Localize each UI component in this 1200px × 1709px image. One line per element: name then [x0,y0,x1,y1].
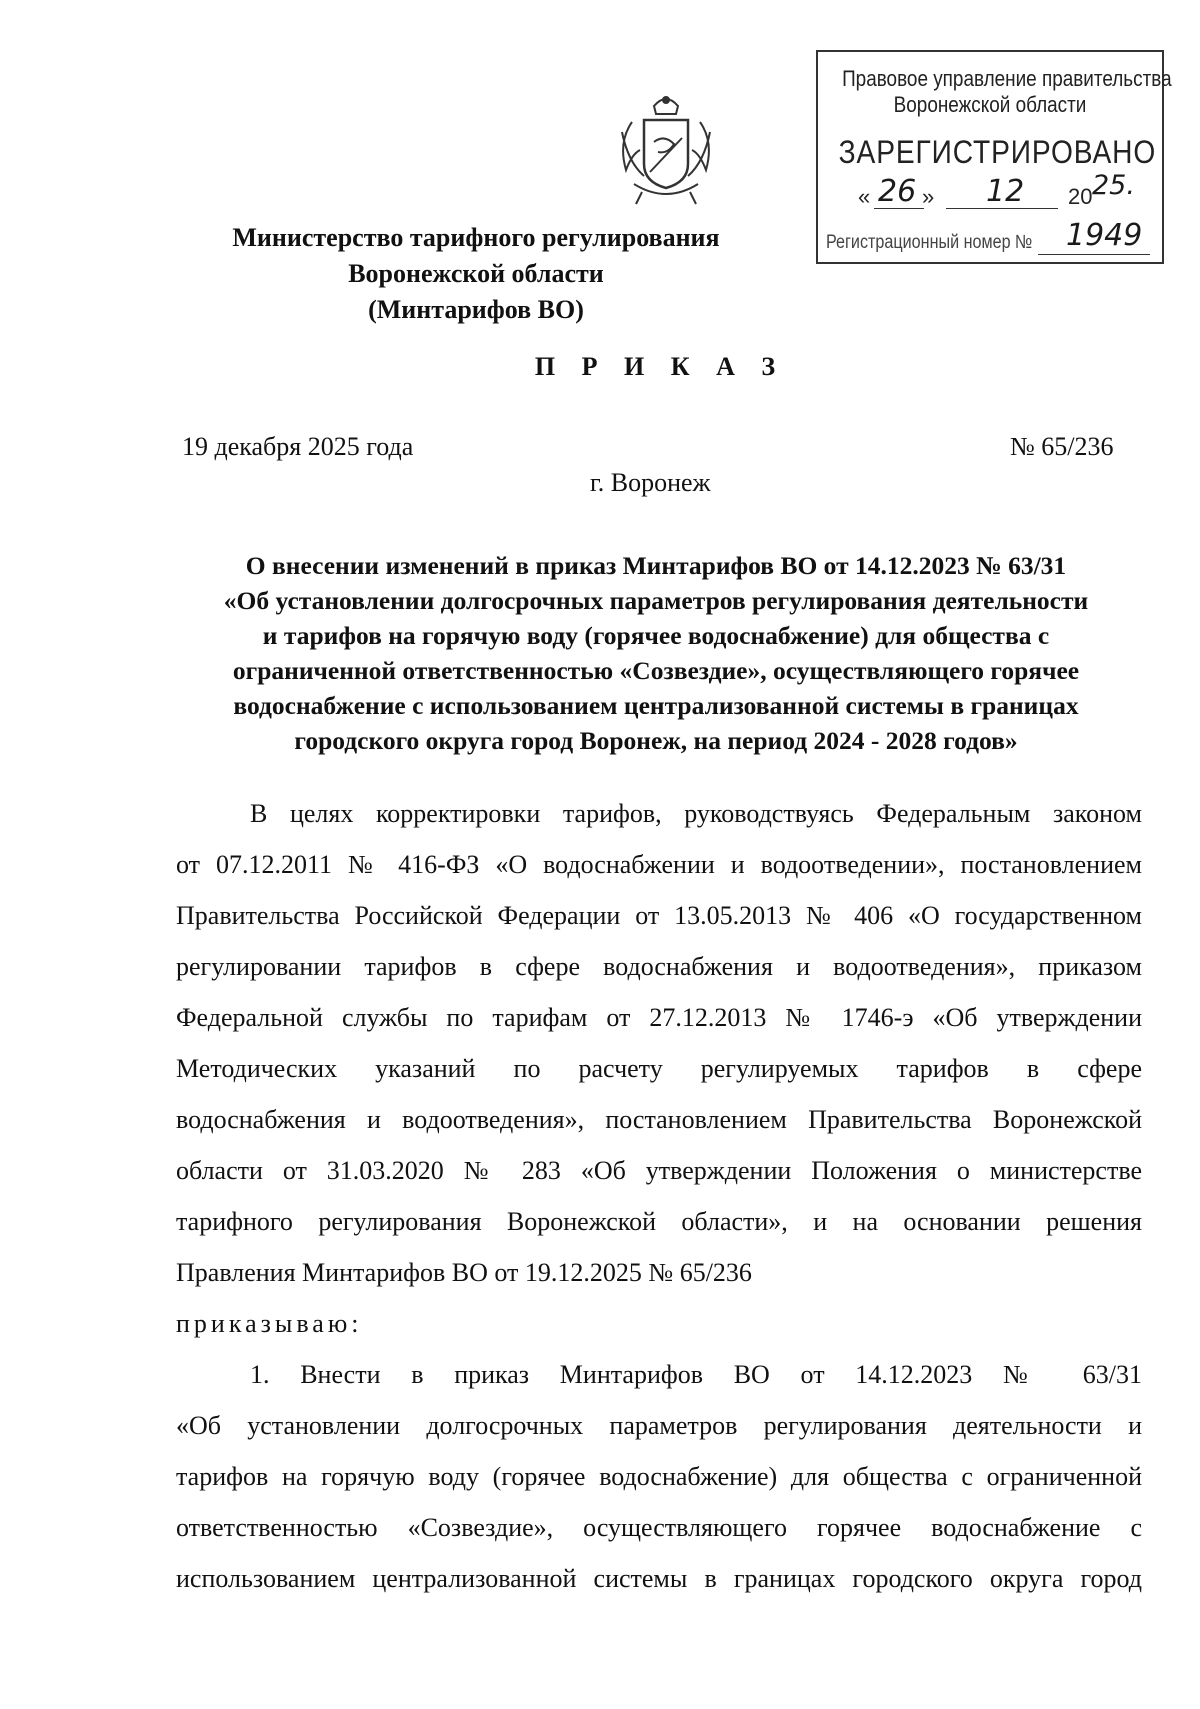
stamp-day-line [874,208,924,209]
ministry-short-name: (Минтарифов ВО) [368,295,584,324]
title-line: и тарифов на горячую воду (горячее водоснабжение) для общества с [262,621,1050,650]
body-line: ответственностью «Созвездие», осуществляющего горячее водоснабжение с [176,1513,1142,1542]
stamp-year-suffix: 25. [1092,170,1135,201]
stamp-status: ЗАРЕГИСТРИРОВАНО [838,134,1157,170]
stamp-open-quote: « [858,184,871,209]
body-line: от 07.12.2011 № 416-ФЗ «О водоснабжении и водоотведении», постановлением [176,850,1142,879]
ministry-name-line2: Воронежской области [348,259,604,288]
body-line: регулировании тарифов в сфере водоснабжения и водоотведения», приказом [176,952,1142,981]
stamp-reg-label: Регистрационный номер № [826,232,1033,253]
body-line: Методических указаний по расчету регулируемых тарифов в сфере [176,1054,1142,1083]
stamp-month: 12 [986,174,1025,209]
stamp-reg-number: 1949 [1066,218,1143,253]
order-date: 19 декабря 2025 года [182,432,414,461]
body-line: 1. Внести в приказ Минтарифов ВО от 14.12.2023 № 63/31 [250,1360,1142,1389]
coat-of-arms-icon [612,92,720,210]
stamp-day: 26 [878,174,917,209]
title-line: городского округа город Воронеж, на период 2024 - 2028 годов» [294,726,1018,755]
body-line: использованием централизованной системы в границах городского округа город [176,1564,1142,1593]
order-city: г. Воронеж [590,468,711,497]
body-line-prikazyvayu: приказываю: [176,1309,363,1338]
body-line: тарифного регулирования Воронежской области», и на основании решения [176,1207,1142,1236]
body-line: тарифов на горячую воду (горячее водоснабжение) для общества с ограниченной [176,1462,1142,1491]
body-line: водоснабжения и водоотведения», постановлением Правительства Воронежской [176,1105,1142,1134]
title-line: О внесении изменений в приказ Минтарифов ВО от 14.12.2023 № 63/31 [245,551,1067,580]
ministry-name-line1: Министерство тарифного регулирования [232,223,720,252]
stamp-month-line [946,208,1058,209]
order-number: № 65/236 [1010,432,1114,461]
stamp-organization-line1: Правовое управление правительства [842,66,1172,91]
body-line: Правления Минтарифов ВО от 19.12.2025 № 65/236 [176,1258,752,1287]
body-line: В целях корректировки тарифов, руководствуясь Федеральным законом [250,799,1142,828]
title-line: ограниченной ответственностью «Созвездие», осуществляющего горячее [232,656,1080,685]
stamp-year-prefix: 20 [1068,184,1093,209]
document-type: П Р И К А З [534,352,786,381]
title-line: «Об установлении долгосрочных параметров регулирования деятельности [223,586,1089,615]
stamp-close-quote: » [922,184,935,209]
order-body [176,788,1142,1604]
title-line: водоснабжение с использованием централизованной системы в границах [233,691,1079,720]
body-line: Правительства Российской Федерации от 13.05.2013 № 406 «О государственном [176,901,1142,930]
body-line: области от 31.03.2020 № 283 «Об утверждении Положения о министерстве [176,1156,1142,1185]
stamp-organization-line2: Воронежской области [893,92,1087,117]
body-line: «Об установлении долгосрочных параметров регулирования деятельности и [176,1411,1142,1440]
body-line: Федеральной службы по тарифам от 27.12.2013 № 1746-э «Об утверждении [176,1003,1142,1032]
order-title [176,548,1136,758]
